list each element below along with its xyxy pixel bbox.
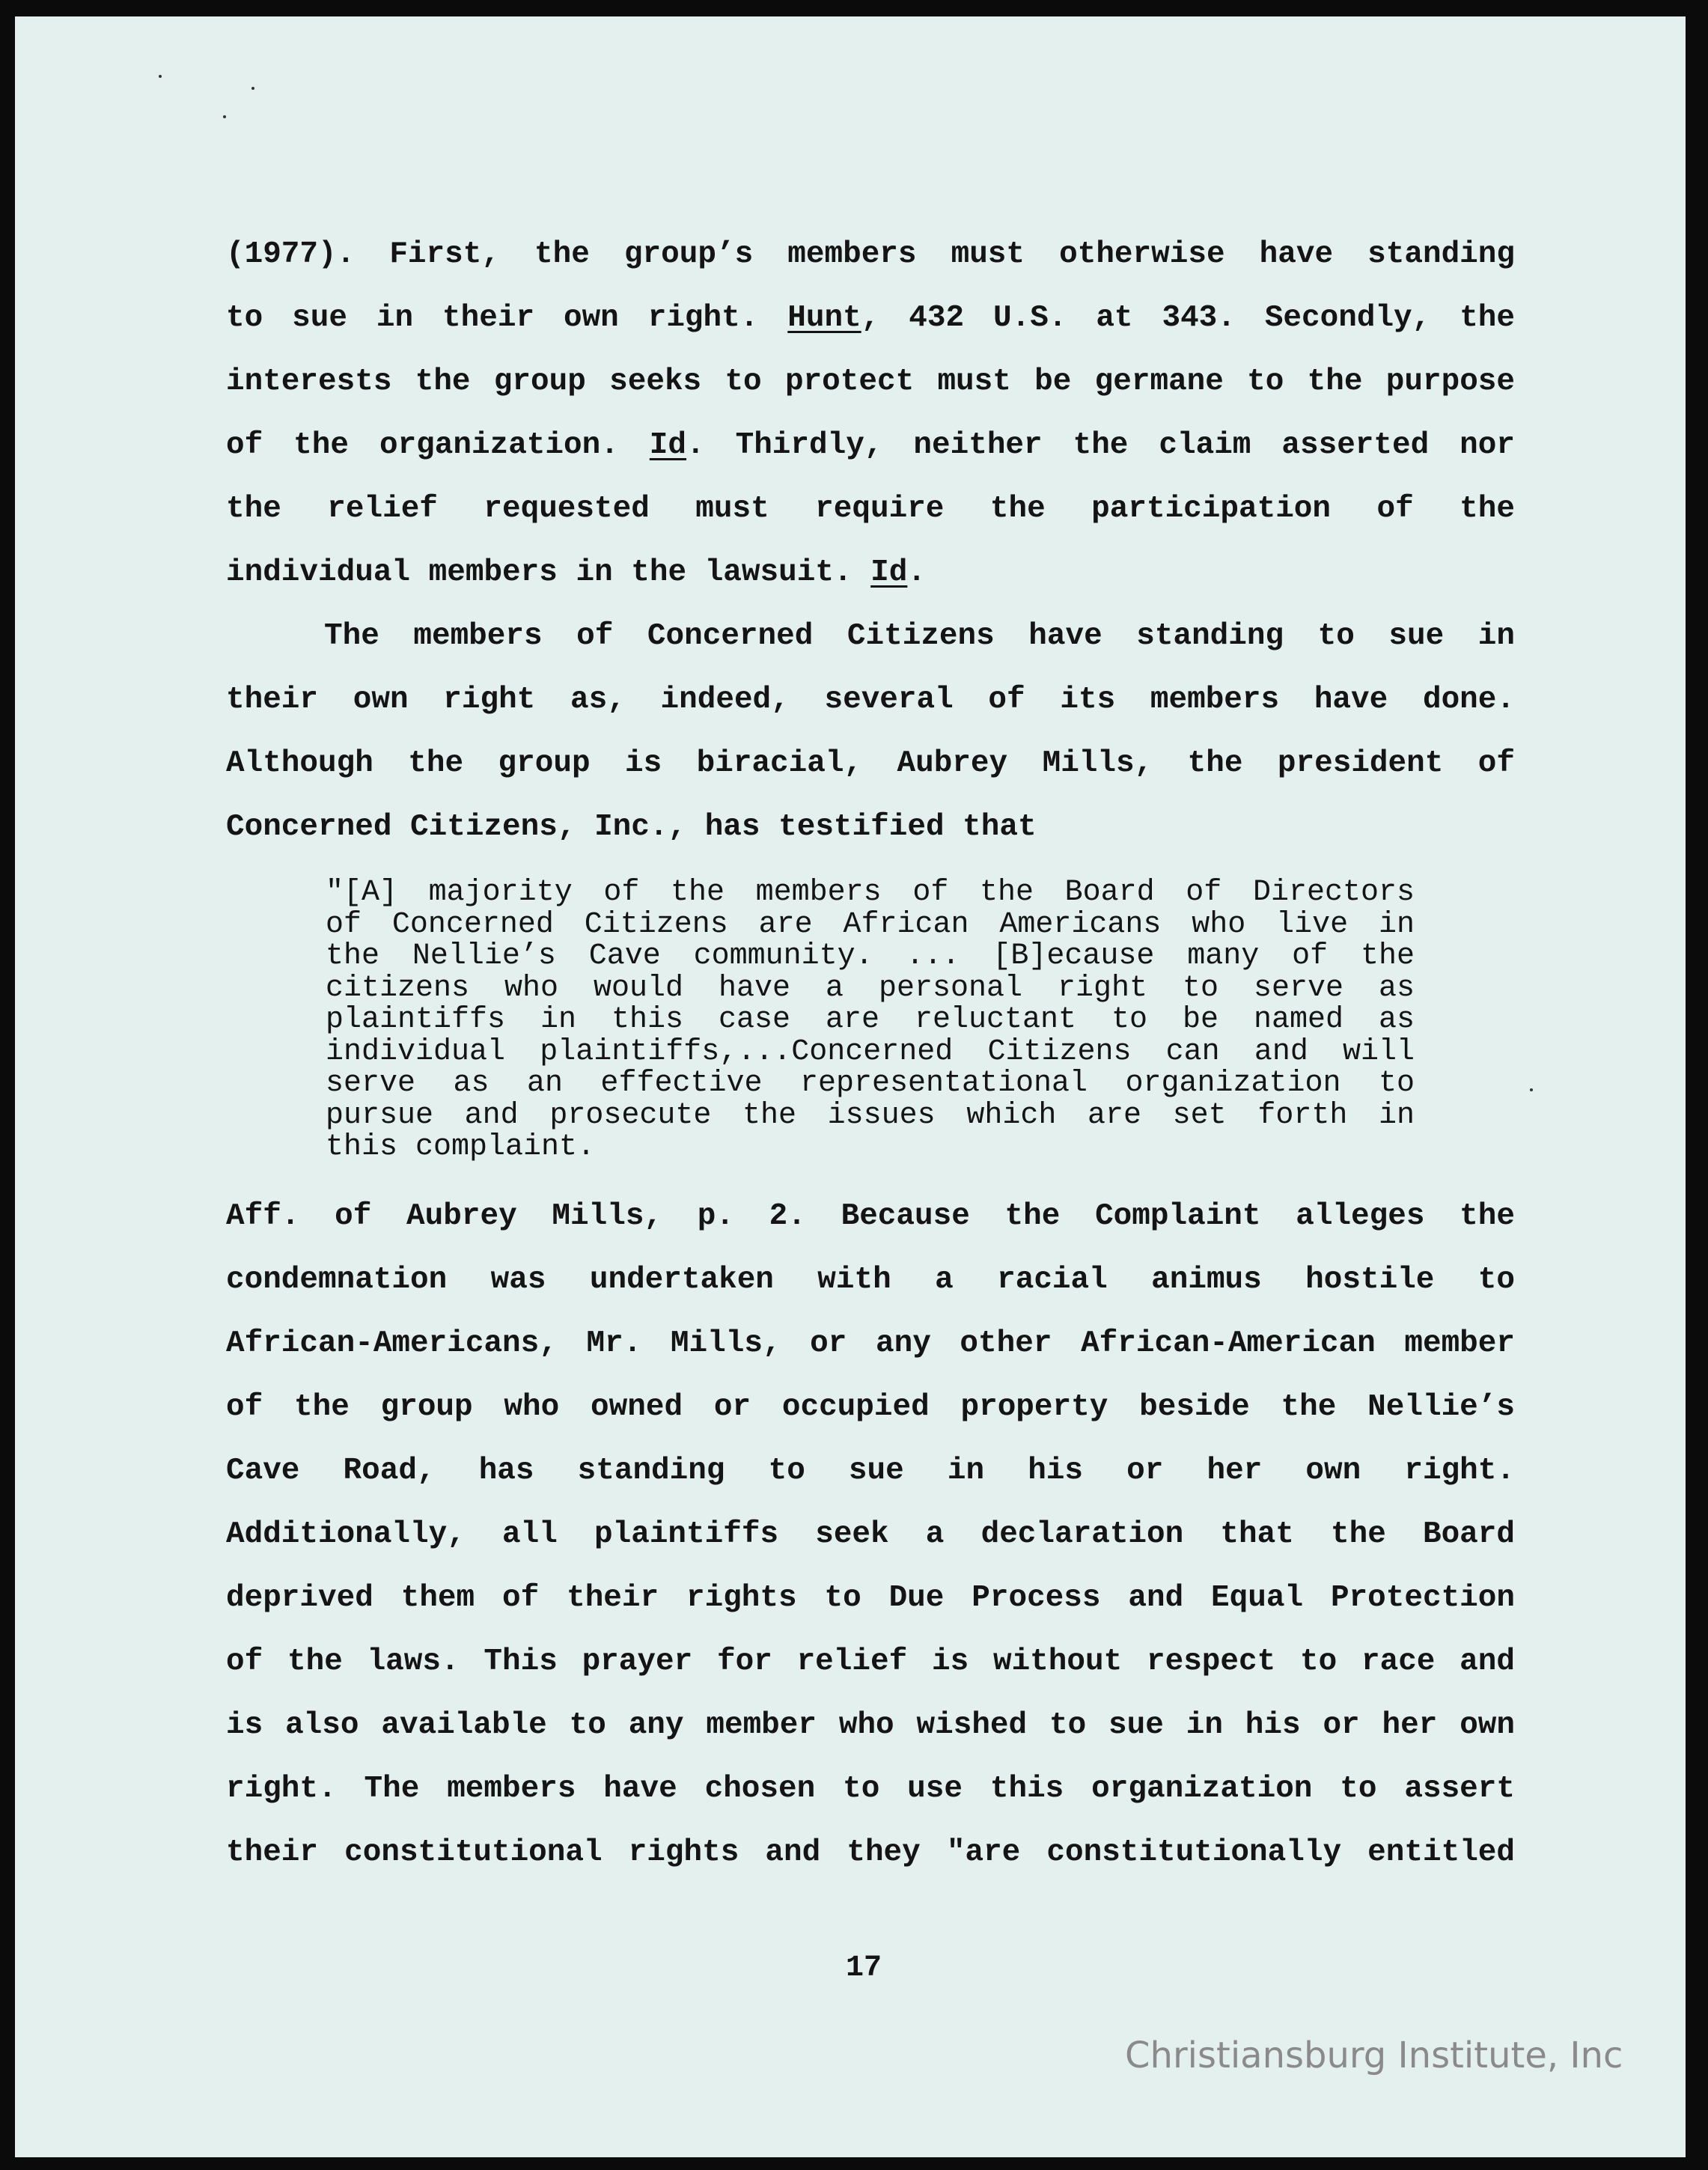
body-line: individual members in the lawsuit. Id. (226, 555, 926, 590)
case-citation-hunt: Hunt (787, 301, 861, 335)
citation-id: Id (870, 555, 908, 590)
document-page (15, 16, 1686, 2157)
body-line: their constitutional rights and they "are constitutionally entitled (226, 1835, 1515, 1870)
body-line: is also available to any member who wished to sue in his or her own (226, 1708, 1515, 1743)
quote-line: "[A] majority of the members of the Board of Directors (326, 876, 1415, 909)
quote-line: the Nellie’s Cave community. ... [B]ecause many of the (326, 939, 1415, 973)
quote-line: of Concerned Citizens are African Americans who live in (326, 907, 1415, 942)
body-line: African-Americans, Mr. Mills, or any other African-American member (226, 1326, 1515, 1361)
body-line: their own right as, indeed, several of its members have done. (226, 683, 1515, 717)
block-quote (326, 877, 1415, 1164)
body-line: of the laws. This prayer for relief is without respect to race and (226, 1645, 1515, 1679)
scan-speck (159, 75, 162, 78)
scan-speck (223, 115, 226, 118)
quote-line: this complaint. (326, 1130, 596, 1164)
body-line: deprived them of their rights to Due Process and Equal Protection (226, 1581, 1515, 1615)
scan-speck (1530, 1088, 1533, 1091)
body-line: to sue in their own right. Hunt, 432 U.S. at 343. Secondly, the (226, 301, 1515, 335)
body-line: Concerned Citizens, Inc., has testified that (226, 810, 1037, 844)
quote-line: individual plaintiffs,...Concerned Citizens can and will (326, 1034, 1415, 1069)
body-line: Additionally, all plaintiffs seek a declaration that the Board (226, 1517, 1515, 1552)
paragraph-start: The members of Concerned Citizens have standing to sue in (324, 619, 1515, 653)
body-line: right. The members have chosen to use this organization to assert (226, 1772, 1515, 1806)
page-number: 17 (846, 1951, 882, 1985)
quote-line: serve as an effective representational organization to (326, 1067, 1415, 1100)
body-line: the relief requested must require the participation of the (226, 492, 1515, 526)
quote-line: plaintiffs in this case are reluctant to be named as (326, 1003, 1415, 1037)
body-line: of the group who owned or occupied property beside the Nellie’s (226, 1390, 1515, 1424)
body-line: of the organization. Id. Thirdly, neither the claim asserted nor (226, 428, 1515, 463)
body-line: condemnation was undertaken with a racial animus hostile to (226, 1263, 1515, 1297)
body-line: Cave Road, has standing to sue in his or her own right. (226, 1454, 1515, 1488)
body-line: interests the group seeks to protect must be germane to the purpose (226, 365, 1515, 399)
citation-id: Id (649, 428, 687, 463)
quote-line: citizens who would have a personal right to serve as (326, 971, 1415, 1005)
watermark: Christiansburg Institute, Inc (1125, 2035, 1623, 2076)
body-line: (1977). First, the group’s members must otherwise have standing (226, 237, 1515, 272)
body-line: Although the group is biracial, Aubrey Mills, the president of (226, 746, 1515, 781)
scan-speck (251, 87, 254, 90)
body-line: Aff. of Aubrey Mills, p. 2. Because the Complaint alleges the (226, 1199, 1515, 1234)
quote-line: pursue and prosecute the issues which are set forth in (326, 1098, 1415, 1133)
